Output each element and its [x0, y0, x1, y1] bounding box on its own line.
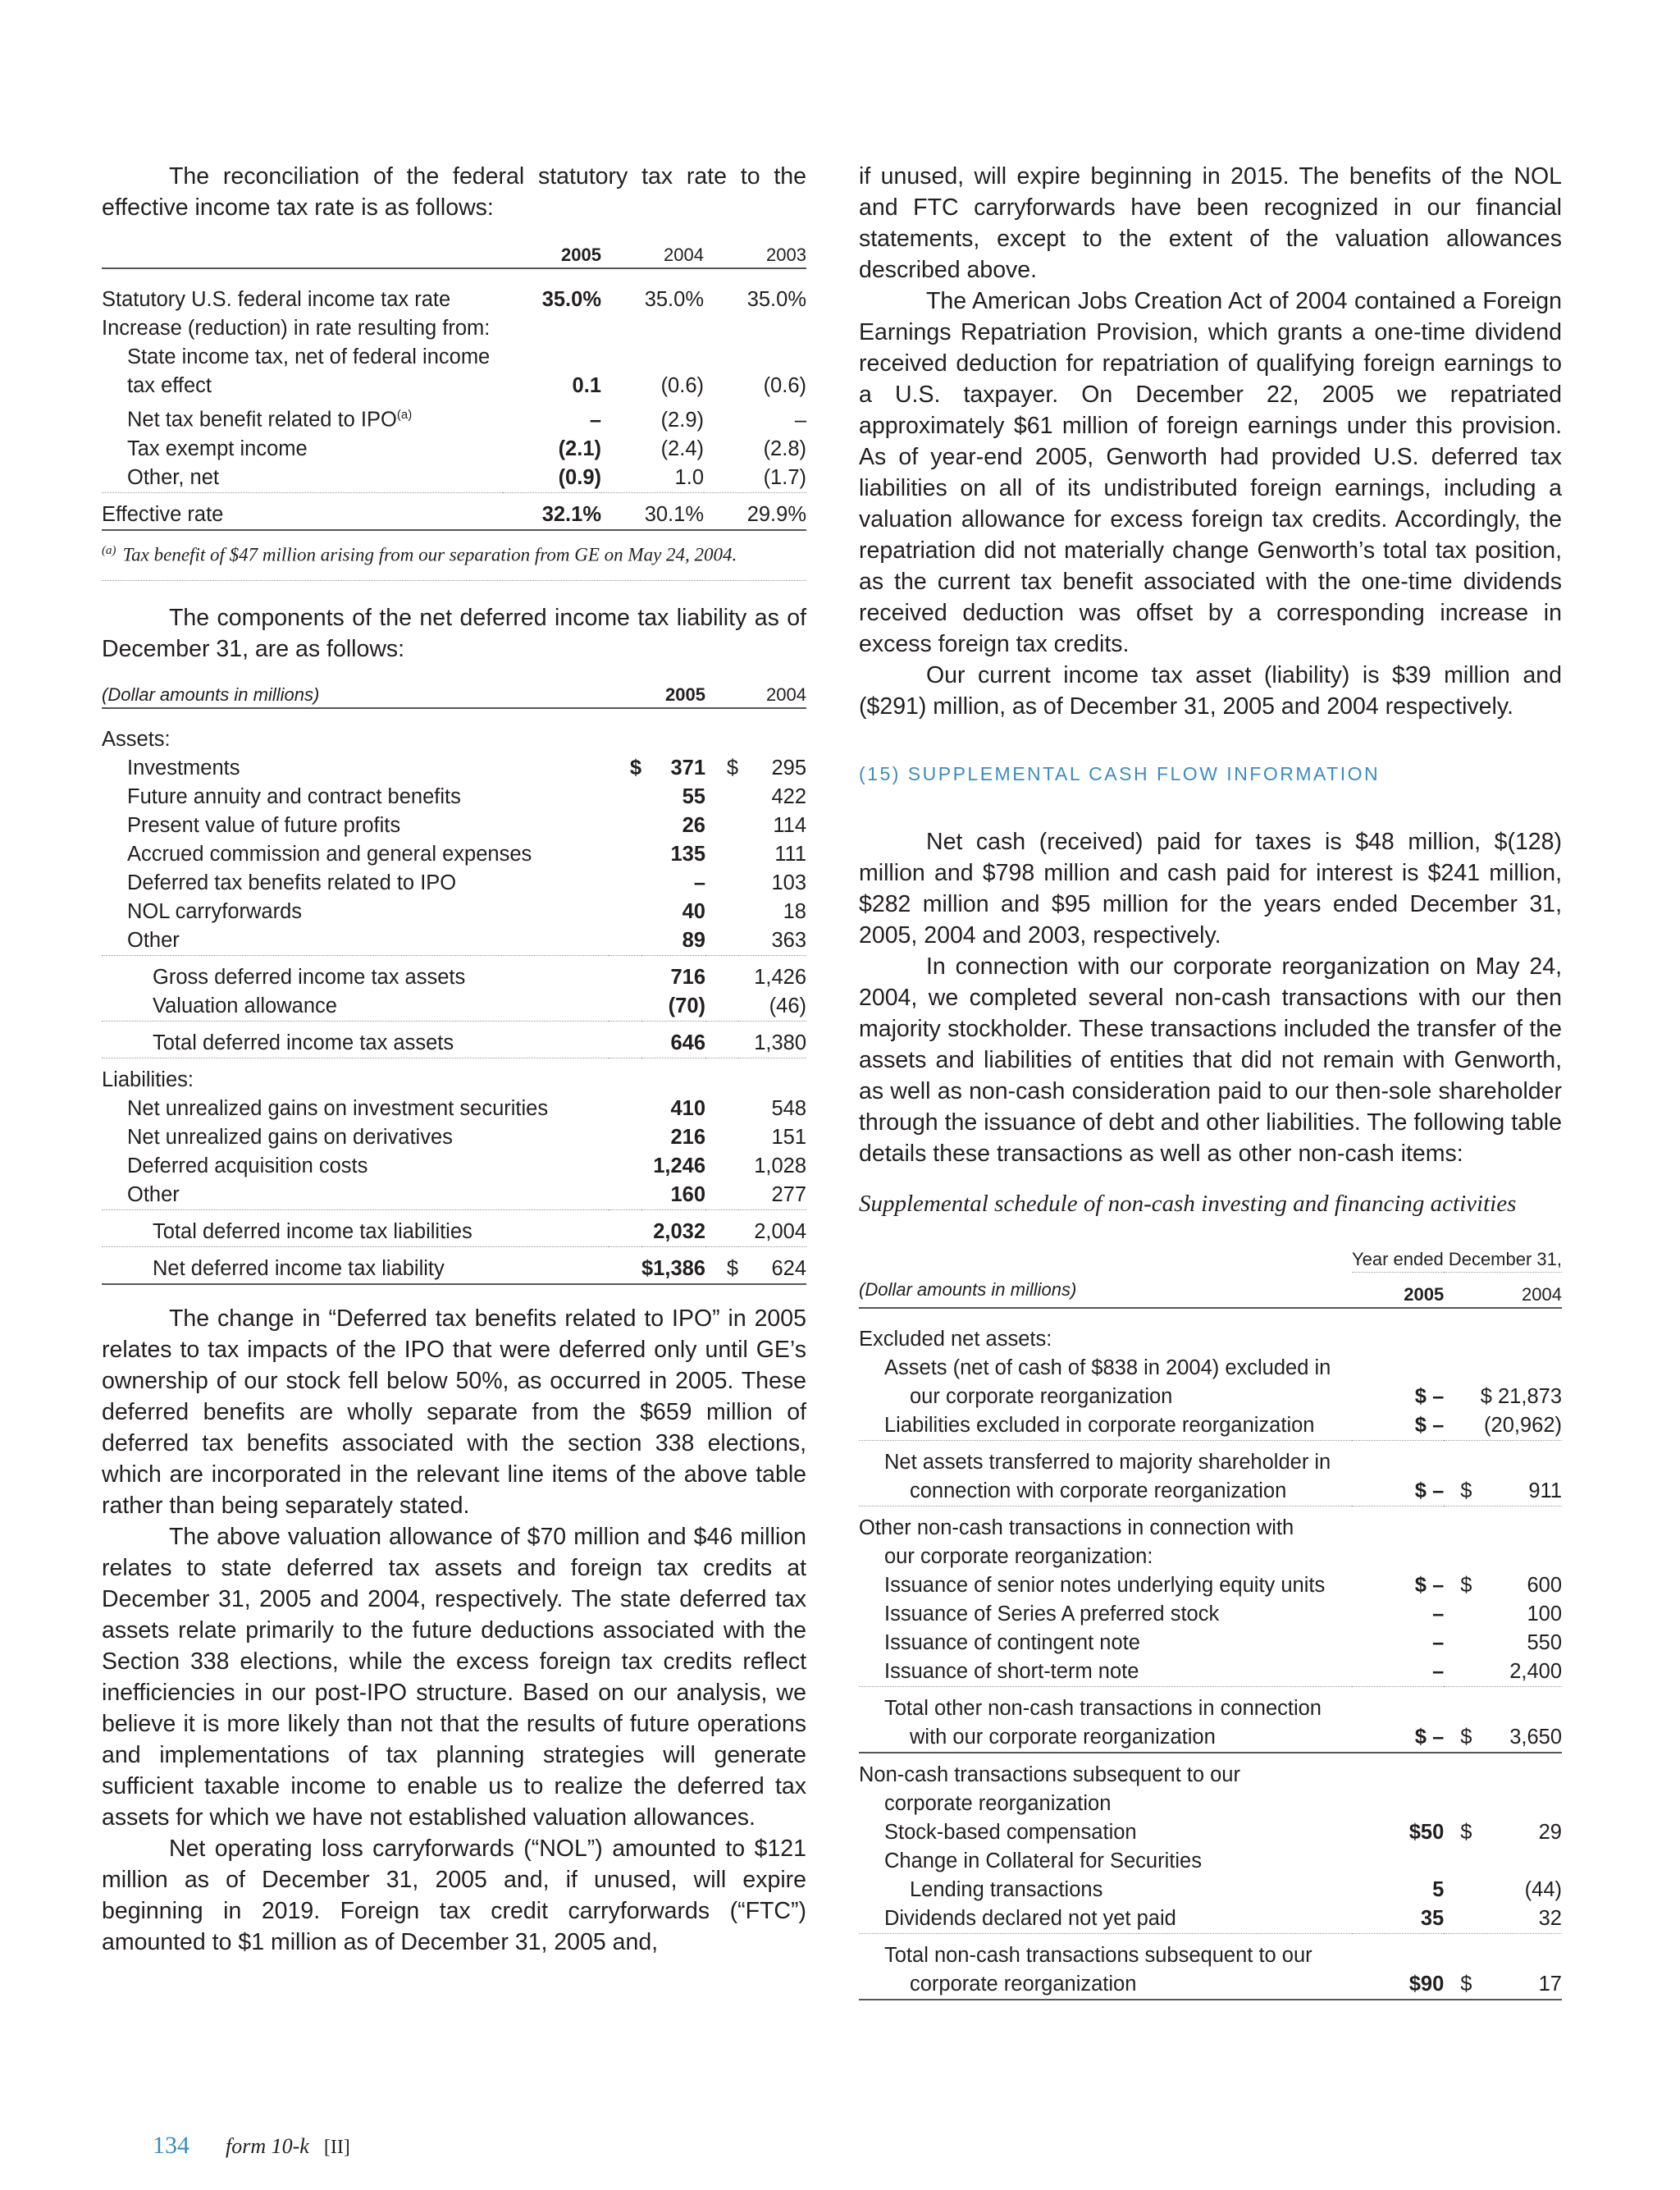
table-row: Tax exempt income (2.1) (2.4) (2.8) [127, 437, 806, 460]
table-row: Other 160 277 [127, 1183, 806, 1207]
table-row: Deferred acquisition costs 1,246 1,028 [127, 1154, 806, 1178]
table-row: Lending transactions 5 (44) [910, 1877, 1562, 1901]
right-column [859, 161, 1562, 2000]
table-row: Investments $ 371 $ 295 [127, 757, 806, 780]
liabilities-label-row: Liabilities: [102, 1058, 806, 1095]
total-liabilities-row: Total deferred income tax liabilities 2,032 2,004 [102, 1210, 806, 1247]
form-section: [II] [323, 2137, 350, 2158]
page-number: 134 [153, 2132, 189, 2159]
table-row: Issuance of contingent note – 550 [884, 1630, 1562, 1654]
table-row: Total non-cash transactions subsequent to our [859, 1933, 1562, 1970]
footnote-ref: (a) [396, 408, 413, 422]
gross-assets-row: Gross deferred income tax assets 716 1,426 [102, 956, 806, 993]
schedule-title: Supplemental schedule of non-cash investing and financing activities [859, 1191, 1517, 1217]
col-2005: 2005 [503, 243, 601, 268]
table-row: Deferred tax benefits related to IPO – 103 [127, 871, 806, 895]
table-row: Issuance of Series A preferred stock – 100 [884, 1602, 1562, 1625]
assets-label-row: Assets: [102, 728, 171, 752]
table-row: with our corporate reorganization $ – $ 3,650 [910, 1725, 1562, 1749]
footnote: $^{(a)}$ Tax benefit of $47 million arising from our separation from GE on May 24, 2004. [102, 544, 806, 582]
net-liability-row: Net deferred income tax liability $1,386 $ 624 [102, 1247, 806, 1285]
period-header: Year ended December 31, [859, 1247, 1562, 1273]
section-heading: (15) SUPPLEMENTAL CASH FLOW INFORMATION [859, 763, 1381, 784]
paragraph: Net cash (received) paid for taxes is $48 million, $(128) million and $798 million and cash paid for interest is $241 million, $282 million and $95 million for the years ended December 31, 2005, 2004 and 2003, respectively. [859, 829, 1562, 949]
paragraph: Net operating loss carryforwards (“NOL”) amounted to $121 million as of December 31, 2005 and, if unused, will expire beginning in 2019. Foreign tax credit carryforwards (“FTC”) amounted to $1 million as of December 31, 2005 and, [102, 1836, 806, 1956]
col-2003: 2003 [704, 243, 806, 268]
page-footer [153, 2132, 350, 2160]
table-row: Other, net (0.9) 1.0 (1.7) [127, 465, 806, 489]
table-row: Assets (net of cash of $838 in 2004) excluded in [884, 1356, 1331, 1379]
table-row: Statutory U.S. federal income tax rate 35.0% 35.0% 35.0% [102, 288, 806, 311]
deferred-header: (Dollar amounts in millions) 2005 2004 [102, 683, 806, 708]
table-row: our corporate reorganization: [884, 1544, 1153, 1568]
col-2004: 2004 [601, 243, 704, 268]
tax-rate-table [102, 243, 806, 531]
form-label: form 10-k [226, 2134, 309, 2158]
tax-rate-header [102, 243, 806, 268]
noncash-schedule-table [859, 1247, 1562, 2000]
table-row: Other 89 363 [127, 929, 806, 953]
left-column [102, 161, 806, 1958]
table-row: Net tax benefit related to IPO$^{(a)}$ – (2.9) – [127, 408, 806, 432]
paragraph: In connection with our corporate reorganization on May 24, 2004, we completed several non-cash transactions with our then majority stockholder. These transactions included the transfer of the assets and liabilities of entities that did not remain with Genworth, as well as non-cash consideration paid to our then-sole shareholder through the issuance of debt and other liabilities. The following table details these transactions as well as other non-cash items: [859, 953, 1562, 1167]
table-row: corporate reorganization [884, 1791, 1112, 1815]
table-row: Net assets transferred to majority shareholder in [859, 1440, 1562, 1477]
schedule-header: (Dollar amounts in millions) 2005 2004 [859, 1273, 1562, 1308]
paragraph: The above valuation allowance of $70 million and $46 million relates to state deferred tax assets and foreign tax credits at December 31, 2005 and 2004, respectively. The state deferred tax assets relate primarily to the future deductions associated with the Section 338 elections, while the excess foreign tax credits reflect inefficiencies in our post-IPO structure. Based on our analysis, we believe it is more likely than not that the results of future operations and implementations of tax planning strategies will generate sufficient taxable income to enable us to realize the deferred tax assets for which we have not established valuation allowances. [102, 1524, 806, 1831]
valuation-row: Valuation allowance (70) (46) [153, 994, 806, 1018]
table-row: Net unrealized gains on derivatives 216 151 [127, 1126, 806, 1150]
table-row: corporate reorganization $90 $ 17 [859, 1970, 1562, 2000]
total-assets-row: Total deferred income tax assets 646 1,380 [102, 1022, 806, 1058]
rate-intro: The reconciliation of the federal statutory tax rate to the effective income tax rate is as follows: [102, 163, 806, 221]
paragraph: if unused, will expire beginning in 2015. The benefits of the NOL and FTC carryforwards have been recognized in our financial statements, except to the extent of the valuation allowances described above. [859, 163, 1562, 283]
table-row: State income tax, net of federal income [127, 345, 491, 368]
table-row: Accrued commission and general expenses 135 111 [127, 843, 806, 866]
table-row: our corporate reorganization $ – $ 21,873 [910, 1384, 1562, 1408]
table-row: Issuance of short-term note – 2,400 [884, 1659, 1562, 1683]
table-row: Non-cash transactions subsequent to our [859, 1753, 1562, 1790]
effective-rate-row: Effective rate 32.1% 30.1% 29.9% [102, 492, 806, 530]
components-intro: The components of the net deferred income tax liability as of December 31, are as follows: [102, 605, 806, 663]
table-row: Net unrealized gains on investment securities 410 548 [127, 1097, 806, 1121]
table-row: Total other non-cash transactions in connection [859, 1686, 1562, 1723]
table-row: Dividends declared not yet paid 35 32 [884, 1906, 1562, 1930]
table-row: Excluded net assets: [859, 1327, 1052, 1351]
paragraph: Our current income tax asset (liability) is $39 million and ($291) million, as of December 31, 2005 and 2004 respectively. [859, 662, 1562, 720]
paragraph: The change in “Deferred tax benefits related to IPO” in 2005 relates to tax impacts of the IPO that were deferred only until GE’s ownership of our stock fell below 50%, as occurred in 2005. These deferred benefits are wholly separate from the $659 million of deferred tax benefits associated with the section 338 elections, which are incorporated in the relevant line items of the above table rather than being separately stated. [102, 1305, 806, 1520]
deferred-tax-table [102, 683, 806, 1285]
table-row: Change in Collateral for Securities [884, 1849, 1202, 1872]
table-row: Present value of future profits 26 114 [127, 814, 806, 838]
paragraph: The American Jobs Creation Act of 2004 contained a Foreign Earnings Repatriation Provision, which grants a one-time dividend received deduction for repatriation of qualifying foreign earnings to a U.S. taxpayer. On December 22, 2005 we repatriated approximately $61 million of foreign earnings under this provision. As of year-end 2005, Genworth had provided U.S. deferred tax liabilities on all of its undistributed foreign earnings, including a valuation allowance for excess foreign tax credits. Accordingly, the repatriation did not materially change Genworth’s total tax position, as the current tax benefit associated with the one-time dividends received deduction was offset by a corresponding increase in excess foreign tax credits. [859, 288, 1562, 657]
table-row: Liabilities excluded in corporate reorganization $ – (20,962) [884, 1413, 1562, 1437]
table-row: Stock-based compensation $50 $ 29 [884, 1820, 1562, 1844]
table-row: Issuance of senior notes underlying equity units $ – $ 600 [884, 1573, 1562, 1597]
table-row: Future annuity and contract benefits 55 422 [127, 785, 806, 809]
table-row: Increase (reduction) in rate resulting from: [102, 317, 491, 340]
table-row: NOL carryforwards 40 18 [127, 900, 806, 924]
table-row: Other non-cash transactions in connection with [859, 1506, 1562, 1543]
table-row: tax effect 0.1 (0.6) (0.6) [127, 374, 806, 397]
table-row: connection with corporate reorganization $ – $ 911 [910, 1479, 1562, 1502]
